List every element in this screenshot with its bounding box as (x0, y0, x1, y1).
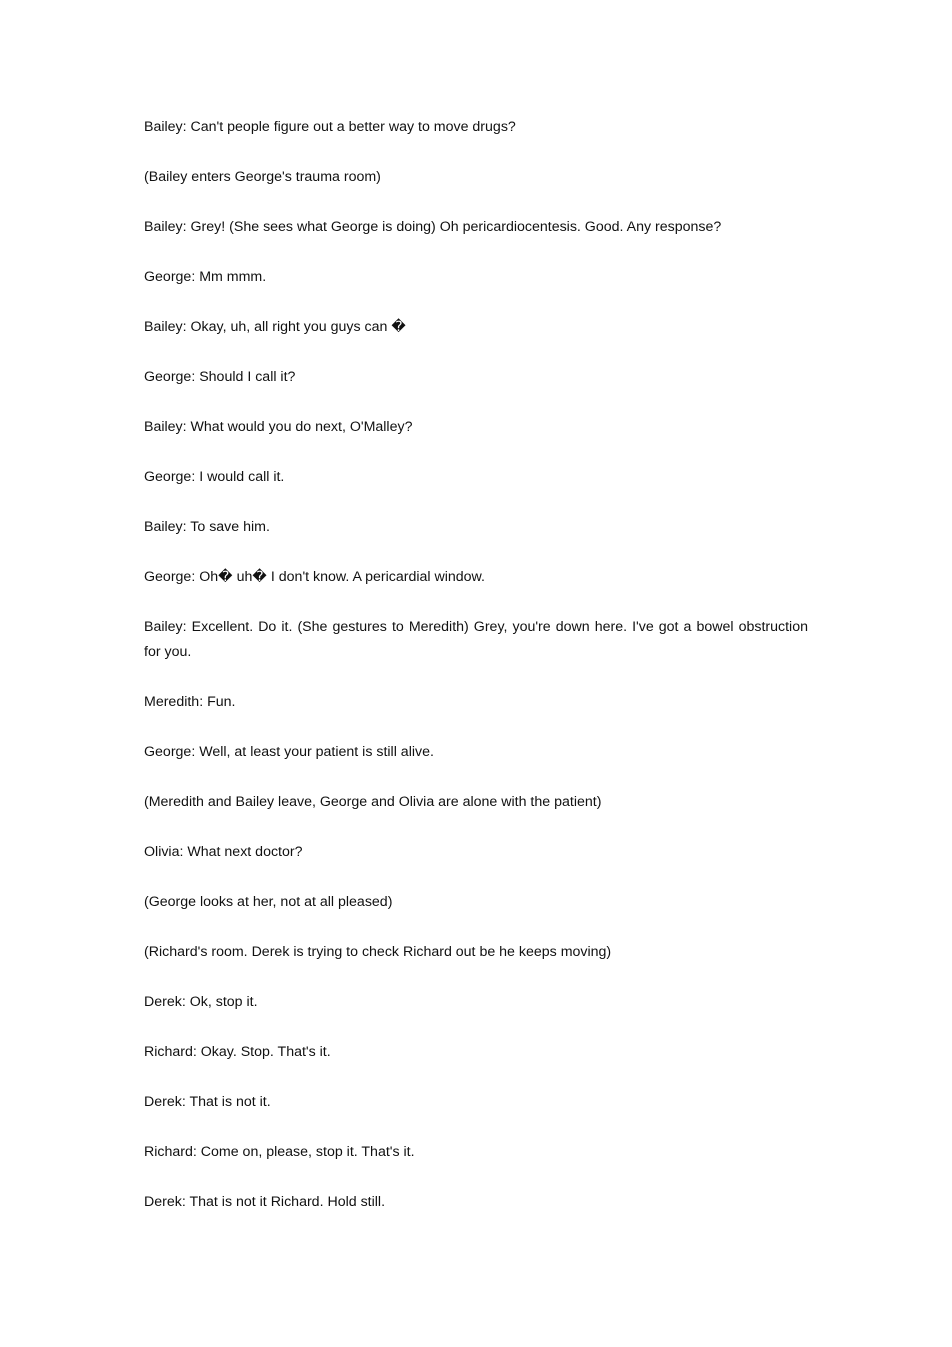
transcript-line: Meredith: Fun. (144, 694, 236, 710)
transcript-line: George: Should I call it? (144, 369, 296, 385)
transcript-line: Bailey: What would you do next, O'Malley? (144, 419, 413, 435)
transcript-line: George: I would call it. (144, 469, 285, 485)
transcript-body (144, 115, 808, 1240)
transcript-line: (Meredith and Bailey leave, George and Olivia are alone with the patient) (144, 794, 602, 810)
transcript-line: (Bailey enters George's trauma room) (144, 169, 381, 185)
transcript-line: Derek: That is not it Richard. Hold still. (144, 1194, 386, 1210)
transcript-line: Bailey: Okay, uh, all right you guys can � (144, 319, 406, 335)
transcript-line: Bailey: Can't people figure out a better way to move drugs? (144, 119, 516, 135)
transcript-line: Richard: Come on, please, stop it. That's it. (144, 1144, 415, 1160)
transcript-line: Derek: Ok, stop it. (144, 994, 258, 1010)
transcript-line: (George looks at her, not at all pleased) (144, 894, 393, 910)
transcript-line: George: Mm mmm. (144, 269, 267, 285)
transcript-line: (Richard's room. Derek is trying to check Richard out be he keeps moving) (144, 944, 612, 960)
transcript-line: Bailey: To save him. (144, 519, 270, 535)
transcript-line: Derek: That is not it. (144, 1094, 271, 1110)
transcript-line: George: Well, at least your patient is still alive. (144, 744, 434, 760)
transcript-line: Richard: Okay. Stop. That's it. (144, 1044, 331, 1060)
transcript-line: George: Oh� uh� I don't know. A pericardial window. (144, 569, 485, 585)
transcript-line: Bailey: Grey! (She sees what George is doing) Oh pericardiocentesis. Good. Any response? (144, 219, 722, 235)
transcript-line: Olivia: What next doctor? (144, 844, 303, 860)
transcript-line: Bailey: Excellent. Do it. (She gestures to Meredith) Grey, you're down here. I've got a bowel obstruction for you. (144, 619, 808, 660)
